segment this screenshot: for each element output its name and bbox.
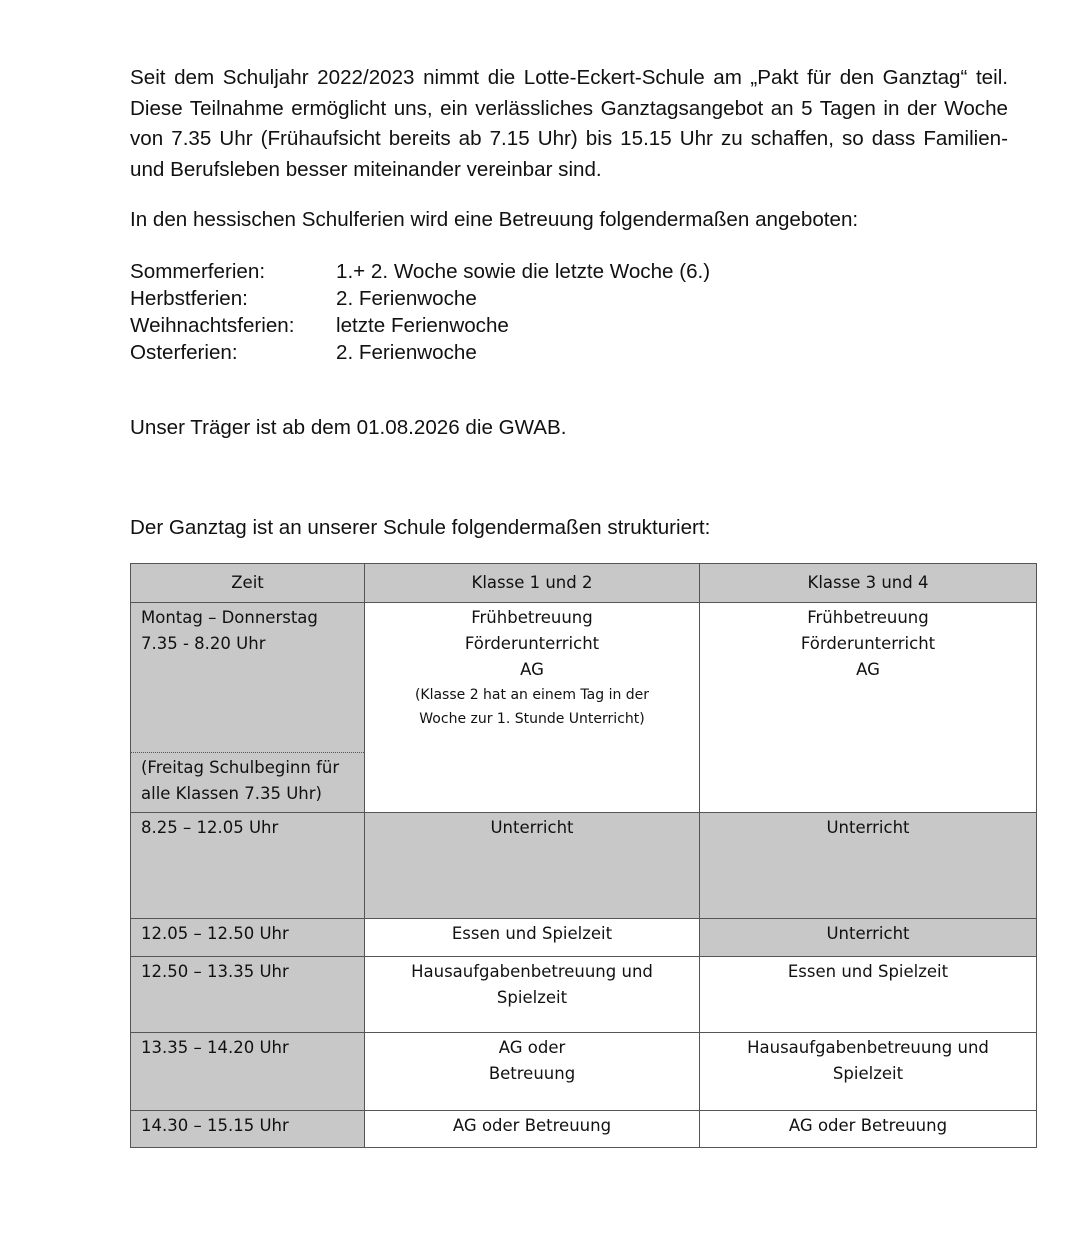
holiday-row bbox=[130, 339, 710, 366]
cell-class-1-2: Hausaufgabenbetreuung und Spielzeit bbox=[365, 957, 700, 1033]
cell-class-3-4 bbox=[700, 603, 1037, 813]
activity-note: (Klasse 2 hat an einem Tag in der bbox=[414, 687, 650, 703]
table-row bbox=[131, 957, 1037, 1033]
table-row bbox=[131, 603, 1037, 813]
time-note bbox=[131, 753, 364, 807]
holiday-row bbox=[130, 285, 710, 312]
cell-class-1-2: Unterricht bbox=[365, 813, 700, 919]
header-time: Zeit bbox=[131, 564, 365, 603]
time-days: Montag – Donnerstag bbox=[141, 608, 318, 627]
time-cell: 8.25 – 12.05 Uhr bbox=[131, 813, 365, 919]
schedule-table bbox=[130, 563, 1037, 1148]
cell-class-1-2: Essen und Spielzeit bbox=[365, 919, 700, 957]
cell-class-1-2 bbox=[365, 603, 700, 813]
table-row bbox=[131, 813, 1037, 919]
holiday-value: 2. Ferienwoche bbox=[336, 287, 477, 310]
table-row bbox=[131, 1033, 1037, 1111]
holiday-row bbox=[130, 258, 710, 285]
cell-class-1-2: AG oder Betreuung bbox=[365, 1033, 700, 1111]
holiday-value: 2. Ferienwoche bbox=[336, 341, 477, 364]
activity-note: Woche zur 1. Stunde Unterricht) bbox=[419, 711, 645, 727]
table-row bbox=[131, 919, 1037, 957]
cell-class-3-4: Hausaufgabenbetreuung und Spielzeit bbox=[700, 1033, 1037, 1111]
time-cell: 12.50 – 13.35 Uhr bbox=[131, 957, 365, 1033]
time-range: 7.35 - 8.20 Uhr bbox=[141, 634, 266, 653]
holidays-intro: In den hessischen Schulferien wird eine Betreuung folgendermaßen angeboten: bbox=[130, 208, 859, 231]
time-cell: 14.30 – 15.15 Uhr bbox=[131, 1111, 365, 1148]
cell-class-1-2: AG oder Betreuung bbox=[365, 1111, 700, 1148]
table-row bbox=[131, 1111, 1037, 1148]
structure-intro: Der Ganztag ist an unserer Schule folgendermaßen strukturiert: bbox=[130, 516, 711, 539]
time-main bbox=[131, 603, 364, 753]
cell-class-3-4: Essen und Spielzeit bbox=[700, 957, 1037, 1033]
time-cell: 13.35 – 14.20 Uhr bbox=[131, 1033, 365, 1111]
holiday-value: 1.+ 2. Woche sowie die letzte Woche (6.) bbox=[336, 260, 711, 283]
table-header-row bbox=[131, 564, 1037, 603]
activity: Förderunterricht bbox=[464, 634, 600, 653]
activity: Frühbetreuung bbox=[471, 608, 593, 627]
cell-class-3-4: Unterricht bbox=[700, 813, 1037, 919]
activity: AG bbox=[856, 660, 880, 679]
activity: Frühbetreuung bbox=[807, 608, 929, 627]
holiday-name: Herbstferien: bbox=[130, 287, 248, 310]
activity: Förderunterricht bbox=[800, 634, 936, 653]
activity: AG bbox=[520, 660, 544, 679]
intro-paragraph: Seit dem Schuljahr 2022/2023 nimmt die Lotte-Eckert-Schule am „Pakt für den Ganztag“ teil. Diese Teilnahme ermöglicht uns, ein verlässliches Ganztagsangebot an 5 Tagen in der Woche von 7.35 Uhr (Frühaufsicht bereits ab 7.15 Uhr) bis 15.15 Uhr zu schaffen, so dass Familien- und Berufsleben besser miteinander vereinbar sind. bbox=[130, 66, 1008, 181]
carrier-paragraph: Unser Träger ist ab dem 01.08.2026 die GWAB. bbox=[130, 416, 567, 439]
cell-class-3-4: AG oder Betreuung bbox=[700, 1111, 1037, 1148]
note-line: alle Klassen 7.35 Uhr) bbox=[141, 784, 322, 803]
holiday-value: letzte Ferienwoche bbox=[336, 314, 509, 337]
holidays-list bbox=[130, 258, 710, 366]
header-class-1-2: Klasse 1 und 2 bbox=[365, 564, 700, 603]
cell-class-3-4: Unterricht bbox=[700, 919, 1037, 957]
holiday-name: Sommerferien: bbox=[130, 260, 266, 283]
time-cell: 12.05 – 12.50 Uhr bbox=[131, 919, 365, 957]
holiday-name: Osterferien: bbox=[130, 341, 238, 364]
header-class-3-4: Klasse 3 und 4 bbox=[700, 564, 1037, 603]
holiday-name: Weihnachtsferien: bbox=[130, 314, 295, 337]
note-line: (Freitag Schulbeginn für bbox=[141, 758, 340, 777]
time-cell bbox=[131, 603, 365, 813]
holiday-row bbox=[130, 312, 710, 339]
